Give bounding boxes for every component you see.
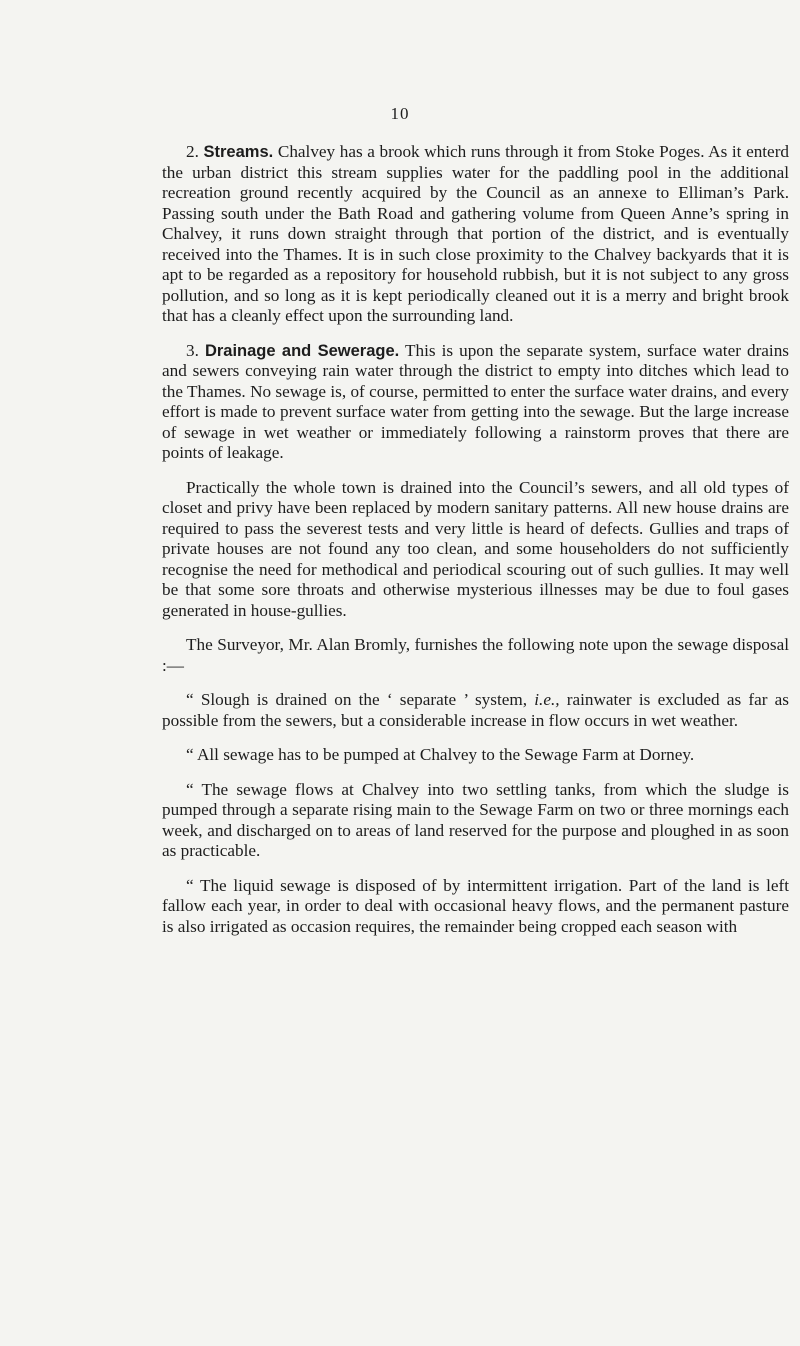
quote-1-after: rainwater is excluded as far as possible from the sewers, but a considerable increase in flow occurs in wet weather. (162, 690, 789, 730)
section-number: 3. (186, 340, 199, 360)
paragraph-drainage (162, 341, 789, 464)
section-heading-drainage: Drainage and Sewerage. (204, 341, 400, 360)
quote-paragraph-2: “ All sewage has to be pumped at Chalvey to the Sewage Farm at Dorney. (186, 745, 695, 764)
section-number: 2. (186, 142, 199, 161)
document-body (162, 142, 789, 951)
quote-1-before: “ Slough is drained on the ‘ separate ’ system, (186, 690, 535, 709)
section-heading-streams: Streams. (203, 143, 274, 161)
paragraph-surveyor: The Surveyor, Mr. Alan Bromly, furnishes the following note upon the sewage disposal :— (162, 635, 789, 675)
quote-paragraph-4: “ The liquid sewage is disposed of by intermittent irrigation. Part of the land is left fallow each year, in order to deal with occasional heavy flows, and the permanent pasture is also irrigated as occasion requires, the remainder being cropped each season with (162, 875, 789, 936)
streams-text: Chalvey has a brook which runs through it from Stoke Poges. As it enterd the urban district this stream supplies water for the paddling pool in the additional recreation ground recently acquired by the Council as an annexe to Elliman’s Park. Passing south under the Bath Road and gathering volume from Queen Anne’s spring in Chalvey, it runs down straight through that portion of the district, and is eventually received into the Thames. It is in such close proximity to the Chalvey backyards that it is apt to be regarded as a repository for household rubbish, but it is not subject to any gross pollution, and so long as it is kept periodically cleaned out it is a merry and bright brook that has a cleanly effect upon the surrounding land. (162, 142, 790, 325)
quote-1-italic: i.e., (534, 690, 560, 709)
page-number: 10 (390, 104, 410, 123)
quote-paragraph-3: “ The sewage flows at Chalvey into two settling tanks, from which the sludge is pumped through a separate rising main to the Sewage Farm on two or three mornings each week, and discharged on to areas of land reserved for the purpose and ploughed in as soon as practicable. (162, 779, 789, 860)
paragraph-streams (162, 142, 789, 327)
paragraph-practically: Practically the whole town is drained into the Council’s sewers, and all old types of closet and privy have been replaced by modern sanitary patterns. All new house drains are required to pass the severest tests and very little is heard of defects. Gullies and traps of private houses are not found any too clean, and some householders do not sufficiently recognise the need for methodical and periodical scouring out of such gullies. It may well be that some sore throats and otherwise mysterious illnesses may be due to foul gases generated in house-gullies. (162, 477, 789, 620)
quote-paragraph-1 (162, 690, 789, 731)
drainage-text: This is upon the separate system, surface water drains and sewers conveying rain water through the district to empty into ditches which lead to the Thames. No sewage is, of course, permitted to enter the surface water drains, and every effort is made to prevent surface water from getting into the sewage. But the large increase of sewage in wet weather or immediately following a rainstorm proves that there are points of leakage. (162, 340, 789, 462)
